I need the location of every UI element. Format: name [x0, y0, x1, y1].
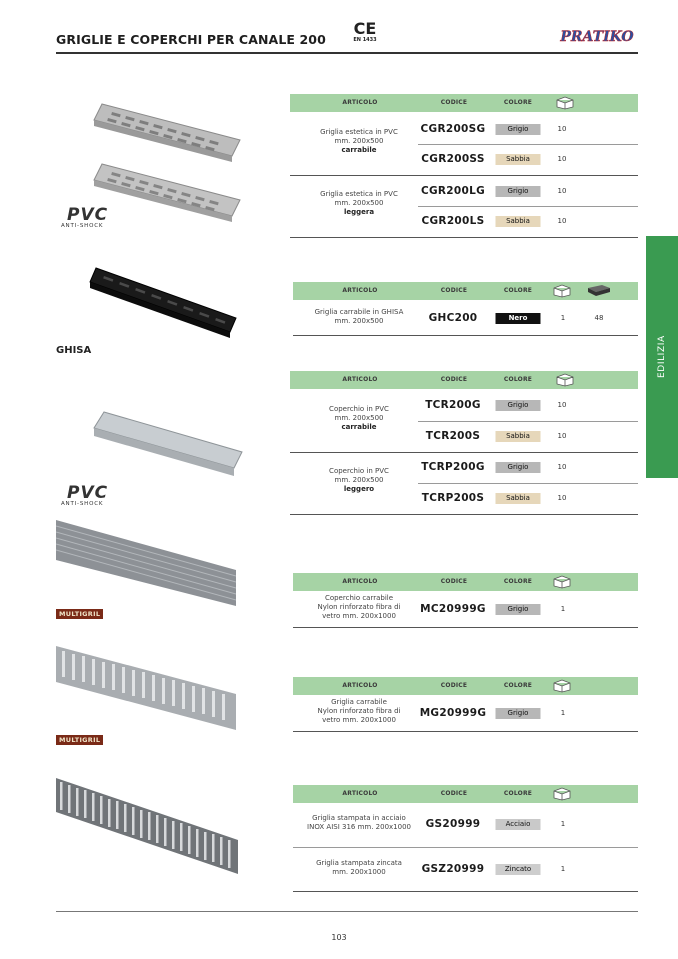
qty-box: 1: [560, 820, 566, 828]
box-icon: [555, 372, 575, 387]
col-articolo: ARTICOLO: [342, 682, 378, 689]
table-header-1: [290, 94, 638, 112]
color-chip: Grigio: [496, 124, 541, 135]
desc-gs20999: Griglia stampata in acciaio INOX AISI 316 mm. 200x1000: [307, 814, 411, 831]
side-tab-label: EDILIZIA: [657, 335, 667, 378]
ghisa-label: GHISA: [56, 345, 92, 356]
row-divider: [418, 144, 638, 145]
pvc-label-2: PVC: [67, 483, 109, 503]
qty-box: 10: [557, 432, 567, 440]
code-mg20999g: MG20999G: [419, 707, 487, 719]
qty-box: 1: [560, 314, 566, 322]
code-cgr200sg: CGR200SG: [420, 123, 486, 135]
qty-box: 10: [557, 217, 567, 225]
nylon-cover-image: [56, 520, 236, 610]
qty-box: 10: [557, 494, 567, 502]
multigril-logo-2: MULTIGRIL: [56, 735, 103, 745]
col-colore: COLORE: [503, 287, 533, 294]
qty-box: 10: [557, 401, 567, 409]
col-codice: CODICE: [440, 682, 468, 689]
qty-box: 1: [560, 865, 566, 873]
table-bottom-rule: [293, 335, 638, 336]
table-header-6: [293, 785, 638, 803]
table-header-5: [293, 677, 638, 695]
ce-mark-symbol: CE: [353, 19, 377, 38]
qty-box: 10: [557, 187, 567, 195]
pvc-grid-image-2: [90, 160, 245, 228]
side-tab-edilizia[interactable]: [646, 236, 678, 478]
code-tcrp200g: TCRP200G: [421, 461, 485, 473]
code-gs20999: GS20999: [425, 818, 481, 830]
color-chip: Sabbia: [496, 154, 541, 165]
color-chip: Nero: [496, 313, 541, 324]
col-colore: COLORE: [503, 578, 533, 585]
desc-mc20999g: Coperchio carrabile Nylon rinforzato fibra di vetro mm. 200x1000: [317, 594, 401, 620]
page-number: 103: [331, 933, 347, 942]
color-chip: Grigio: [496, 462, 541, 473]
multigril-logo-1: MULTIGRIL: [56, 609, 103, 619]
pallet-icon: [586, 284, 612, 298]
group-divider: [290, 175, 638, 176]
qty-box: 1: [560, 709, 566, 717]
group-divider: [290, 452, 638, 453]
code-cgr200ss: CGR200SS: [421, 153, 485, 165]
table-bottom-rule: [290, 514, 638, 515]
qty-box: 10: [557, 155, 567, 163]
color-chip: Grigio: [496, 604, 541, 615]
desc-mg20999g: Griglia carrabile Nylon rinforzato fibra di vetro mm. 200x1000: [317, 698, 401, 724]
col-colore: COLORE: [503, 682, 533, 689]
anti-shock-label-2: ANTI-SHOCK: [61, 501, 104, 507]
qty-box: 10: [557, 125, 567, 133]
table-header-2: [293, 282, 638, 300]
col-articolo: ARTICOLO: [342, 376, 378, 383]
color-chip: Sabbia: [496, 216, 541, 227]
desc-tcrp200: Coperchio in PVC mm. 200x500 leggero: [329, 467, 389, 493]
color-chip: Grigio: [496, 400, 541, 411]
col-codice: CODICE: [440, 287, 468, 294]
col-articolo: ARTICOLO: [342, 790, 378, 797]
anti-shock-label-1: ANTI-SHOCK: [61, 223, 104, 229]
row-divider: [418, 206, 638, 207]
row-divider: [293, 847, 638, 848]
cast-iron-grid-image: [88, 262, 238, 340]
row-divider: [418, 421, 638, 422]
code-tcrp200s: TCRP200S: [421, 492, 485, 504]
qty-pallet: 48: [594, 314, 604, 322]
desc-cgr200s: Griglia estetica in PVC mm. 200x500 carrabile: [320, 128, 398, 154]
row-divider: [418, 483, 638, 484]
color-chip: Zincato: [496, 864, 541, 875]
code-ghc200: GHC200: [428, 312, 478, 324]
col-codice: CODICE: [440, 578, 468, 585]
col-articolo: ARTICOLO: [342, 287, 378, 294]
code-cgr200ls: CGR200LS: [421, 215, 485, 227]
pvc-label-1: PVC: [67, 205, 109, 225]
box-icon: [555, 95, 575, 110]
desc-tcr200: Coperchio in PVC mm. 200x500 carrabile: [329, 405, 389, 431]
col-codice: CODICE: [440, 376, 468, 383]
col-codice: CODICE: [440, 99, 468, 106]
pratiko-logo-text: PRATIKO: [560, 29, 634, 45]
col-colore: COLORE: [503, 790, 533, 797]
code-tcr200s: TCR200S: [425, 430, 481, 442]
code-mc20999g: MC20999G: [420, 603, 486, 615]
steel-grid-image: [56, 778, 238, 878]
code-tcr200g: TCR200G: [425, 399, 481, 411]
ce-mark: [350, 21, 380, 43]
desc-ghc200: Griglia carrabile in GHISA mm. 200x500: [314, 308, 404, 325]
pvc-cover-image: [90, 408, 245, 483]
table-header-3: [290, 371, 638, 389]
page-title: GRIGLIE E COPERCHI PER CANALE 200: [56, 32, 326, 47]
col-codice: CODICE: [440, 790, 468, 797]
color-chip: Grigio: [496, 708, 541, 719]
pvc-grid-image-1: [90, 100, 245, 168]
header-divider: [56, 52, 638, 54]
code-gsz20999: GSZ20999: [421, 863, 485, 875]
ce-norm-label: EN 1433: [353, 37, 377, 43]
table-bottom-rule: [293, 627, 638, 628]
color-chip: Sabbia: [496, 431, 541, 442]
color-chip: Acciaio: [496, 819, 541, 830]
color-chip: Sabbia: [496, 493, 541, 504]
color-chip: Grigio: [496, 186, 541, 197]
table-bottom-rule: [290, 237, 638, 238]
col-colore: COLORE: [503, 99, 533, 106]
desc-gsz20999: Griglia stampata zincata mm. 200x1000: [316, 859, 402, 876]
qty-box: 10: [557, 463, 567, 471]
nylon-grid-image: [56, 646, 236, 734]
box-icon: [552, 678, 572, 693]
box-icon: [552, 283, 572, 298]
desc-cgr200l: Griglia estetica in PVC mm. 200x500 leggera: [320, 190, 398, 216]
qty-box: 1: [560, 605, 566, 613]
pratiko-logo: [556, 26, 638, 46]
footer-divider: [56, 911, 638, 912]
col-articolo: ARTICOLO: [342, 99, 378, 106]
table-header-4: [293, 573, 638, 591]
box-icon: [552, 574, 572, 589]
table-bottom-rule: [293, 891, 638, 892]
col-articolo: ARTICOLO: [342, 578, 378, 585]
col-colore: COLORE: [503, 376, 533, 383]
table-bottom-rule: [293, 731, 638, 732]
code-cgr200lg: CGR200LG: [420, 185, 486, 197]
box-icon: [552, 786, 572, 801]
